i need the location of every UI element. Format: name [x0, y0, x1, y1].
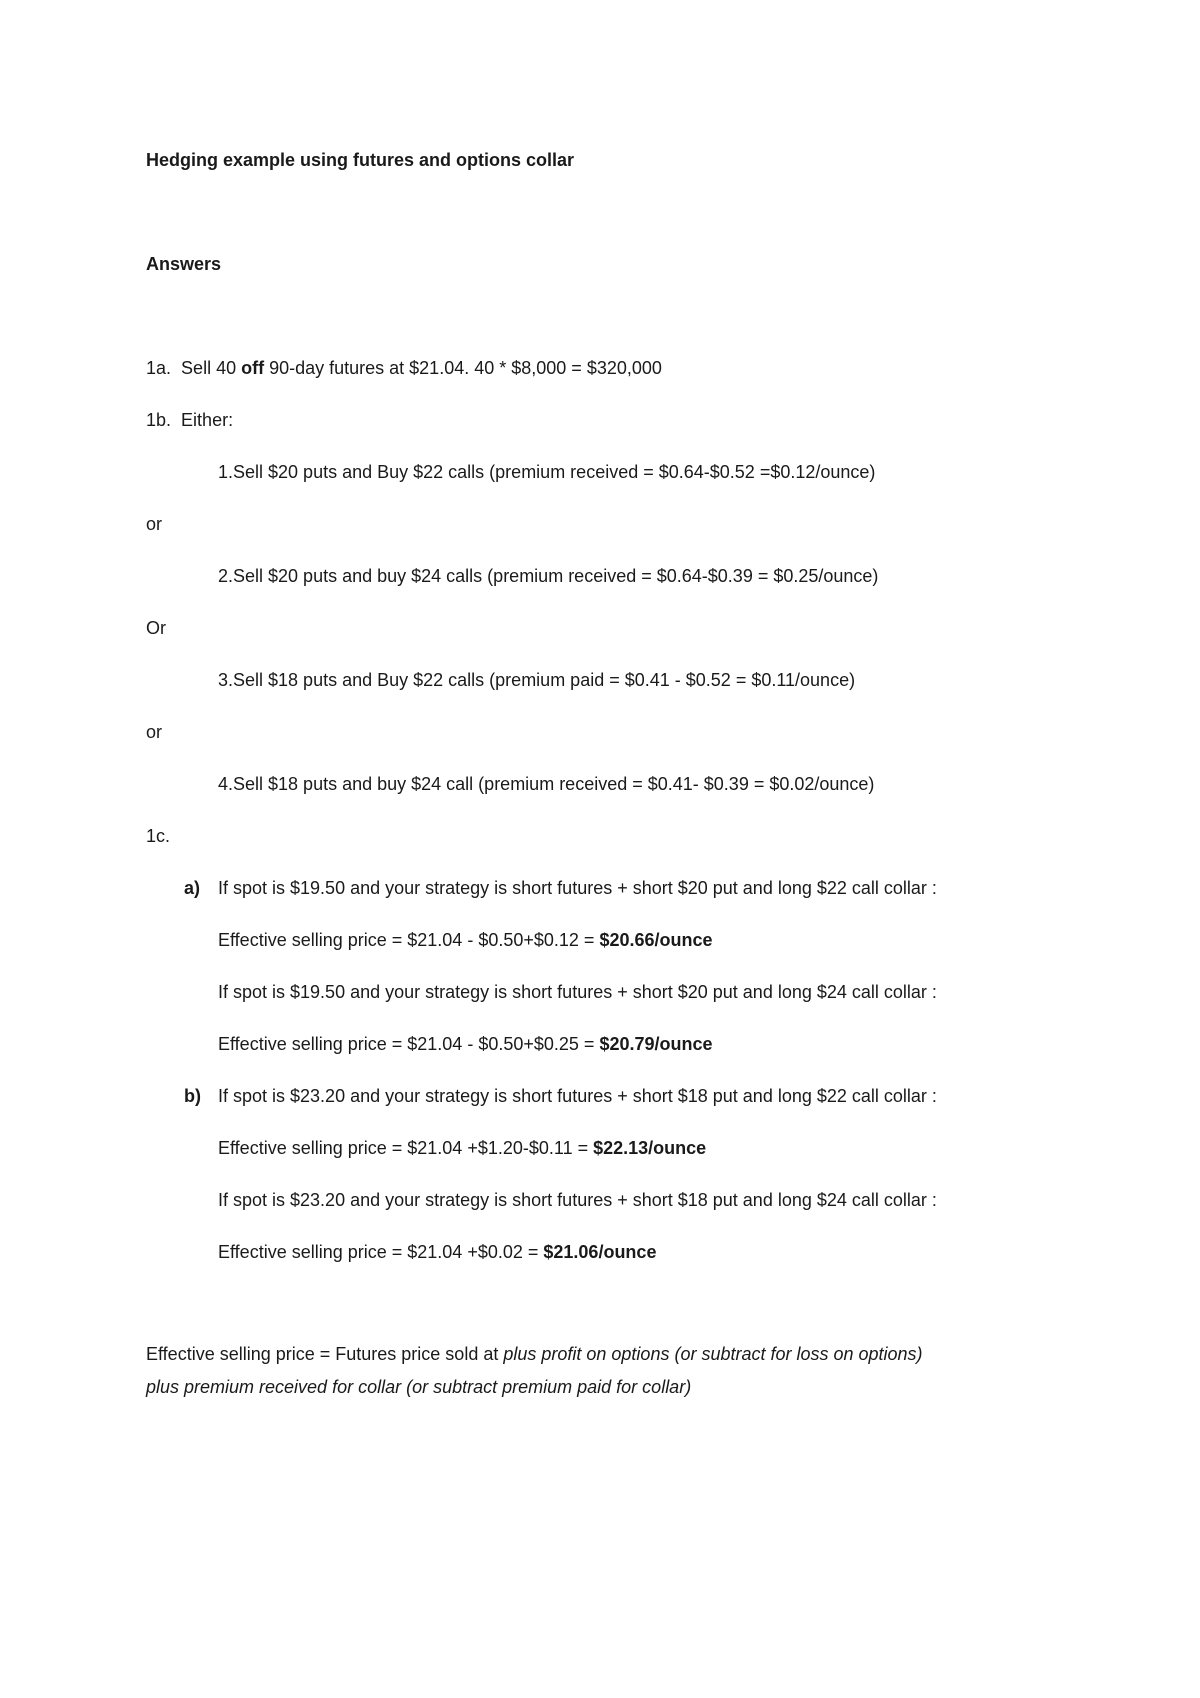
separator-or-1: or: [146, 514, 163, 534]
separator-or-3: or: [146, 722, 163, 742]
summary-line-2: plus premium received for collar (or subtract premium paid for collar): [146, 1377, 692, 1397]
part-a-calc-2-text: Effective selling price = $21.04 - $0.50+$0.25 =: [218, 1034, 600, 1054]
part-b-marker: b): [184, 1086, 201, 1106]
part-a-result-1: $20.66/ounce: [599, 930, 713, 950]
answers-heading: Answers: [146, 254, 222, 274]
answer-1a: [146, 356, 662, 380]
document-title: Hedging example using futures and options collar: [146, 150, 575, 170]
part-b-result-2: $21.06/ounce: [543, 1242, 657, 1262]
summary-line-1-plain: Effective selling price = Futures price sold at: [146, 1344, 504, 1364]
answer-1a-label: 1a.: [146, 358, 172, 378]
answer-1c-label: 1c.: [146, 826, 171, 846]
answer-1a-text-pre: Sell 40: [181, 358, 242, 378]
answer-1b-text: Either:: [181, 410, 234, 430]
option-1: 1.Sell $20 puts and Buy $22 calls (premium received = $0.64-$0.52 =$0.12/ounce): [218, 462, 876, 482]
summary-line-1-italic: plus profit on options (or subtract for loss on options): [503, 1344, 923, 1364]
part-b-scenario-1: If spot is $23.20 and your strategy is short futures + short $18 put and long $22 call collar :: [218, 1086, 937, 1106]
part-b-calc-2: [218, 1240, 656, 1264]
part-b-calc-1-text: Effective selling price = $21.04 +$1.20-$0.11 =: [218, 1138, 594, 1158]
part-a-calc-1-text: Effective selling price = $21.04 - $0.50+$0.12 =: [218, 930, 600, 950]
answer-1a-text-bold: off: [241, 358, 265, 378]
separator-or-2: Or: [146, 618, 166, 638]
part-a-scenario-1: If spot is $19.50 and your strategy is short futures + short $20 put and long $22 call collar :: [218, 878, 937, 898]
part-a-result-2: $20.79/ounce: [599, 1034, 713, 1054]
part-a-calc-2: [218, 1032, 713, 1056]
answer-1b-label: 1b.: [146, 410, 172, 430]
part-b-scenario-2: If spot is $23.20 and your strategy is short futures + short $18 put and long $24 call collar :: [218, 1190, 937, 1210]
part-b-calc-2-text: Effective selling price = $21.04 +$0.02 =: [218, 1242, 544, 1262]
part-b-calc-1: [218, 1136, 706, 1160]
summary-line-1: [146, 1342, 923, 1366]
option-4: 4.Sell $18 puts and buy $24 call (premium received = $0.41- $0.39 = $0.02/ounce): [218, 774, 875, 794]
part-a-scenario-2: If spot is $19.50 and your strategy is short futures + short $20 put and long $24 call collar :: [218, 982, 937, 1002]
part-a-calc-1: [218, 928, 713, 952]
option-3: 3.Sell $18 puts and Buy $22 calls (premium paid = $0.41 - $0.52 = $0.11/ounce): [218, 670, 856, 690]
option-2: 2.Sell $20 puts and buy $24 calls (premium received = $0.64-$0.39 = $0.25/ounce): [218, 566, 879, 586]
answer-1b: [146, 408, 233, 432]
part-b-result-1: $22.13/ounce: [593, 1138, 707, 1158]
part-a-marker: a): [184, 878, 201, 898]
answer-1a-text-post: 90-day futures at $21.04. 40 * $8,000 = $320,000: [264, 358, 662, 378]
